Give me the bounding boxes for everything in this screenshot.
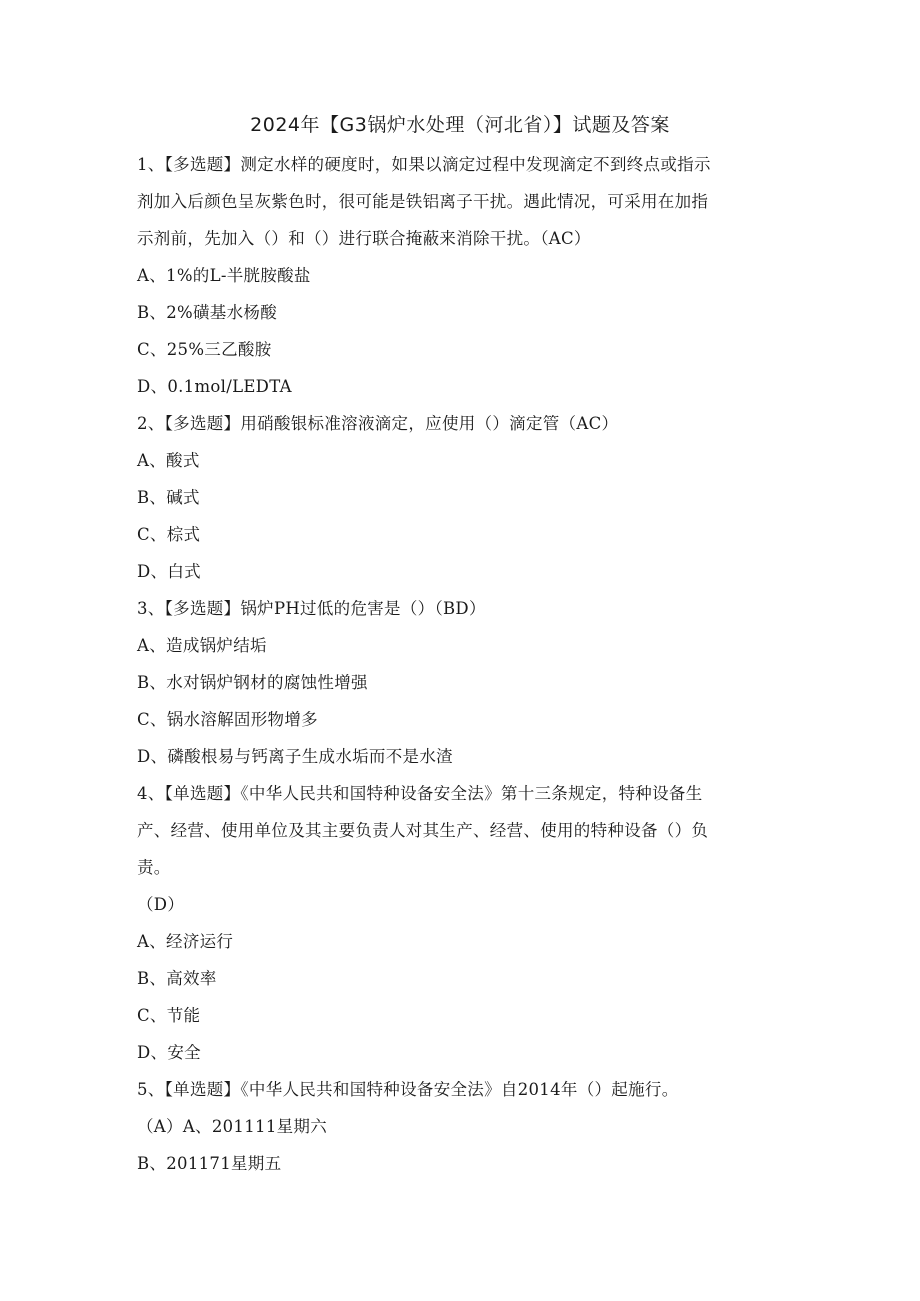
q3-option-a: A、造成锅炉结垢 <box>137 636 267 655</box>
q4-answer: （D） <box>137 895 185 914</box>
q4-option-a: A、经济运行 <box>137 932 234 951</box>
q2-option-b: B、碱式 <box>137 488 200 507</box>
q2-stem-line-1: 2、【多选题】用硝酸银标准溶液滴定，应使用（）滴定管（AC） <box>137 414 619 433</box>
q2-option-a: A、酸式 <box>137 451 200 470</box>
q1-option-d: D、0.1mol/LEDTA <box>137 377 292 396</box>
q4-stem-line-3: 责。 <box>137 858 171 877</box>
q1-option-b: B、2%磺基水杨酸 <box>137 303 278 322</box>
q4-option-d: D、安全 <box>137 1043 201 1062</box>
q1-option-a: A、1%的L-半胱胺酸盐 <box>137 266 311 285</box>
q2-option-d: D、白式 <box>137 562 201 581</box>
q5-option-a: （A）A、201111星期六 <box>137 1117 328 1136</box>
q4-option-b: B、高效率 <box>137 969 217 988</box>
q3-option-d: D、磷酸根易与钙离子生成水垢而不是水渣 <box>137 747 453 766</box>
q4-stem-line-2: 产、经营、使用单位及其主要负责人对其生产、经营、使用的特种设备（）负 <box>137 821 709 840</box>
q1-option-c: C、25%三乙酸胺 <box>137 340 272 359</box>
q5-option-b: B、201171星期五 <box>137 1154 282 1173</box>
q3-option-c: C、锅水溶解固形物增多 <box>137 710 318 729</box>
q1-stem-line-2: 剂加入后颜色呈灰紫色时，很可能是铁铝离子干扰。遇此情况，可采用在加指 <box>137 192 709 211</box>
q1-stem-line-1: 1、【多选题】测定水样的硬度时，如果以滴定过程中发现滴定不到终点或指示 <box>137 155 711 174</box>
q4-stem-line-1: 4、【单选题】《中华人民共和国特种设备安全法》第十三条规定，特种设备生 <box>137 784 703 803</box>
q1-stem-line-3: 示剂前，先加入（）和（）进行联合掩蔽来消除干扰。（AC） <box>137 229 591 248</box>
q3-option-b: B、水对锅炉钢材的腐蚀性增强 <box>137 673 368 692</box>
q4-option-c: C、节能 <box>137 1006 201 1025</box>
question-list <box>137 146 787 1182</box>
q2-option-c: C、棕式 <box>137 525 201 544</box>
q3-stem-line-1: 3、【多选题】锅炉PH过低的危害是（）（BD） <box>137 599 486 618</box>
q5-stem-line-1: 5、【单选题】《中华人民共和国特种设备安全法》自2014年（）起施行。 <box>137 1080 679 1099</box>
page-title: 2024年【G3锅炉水处理（河北省）】试题及答案 <box>250 114 670 136</box>
